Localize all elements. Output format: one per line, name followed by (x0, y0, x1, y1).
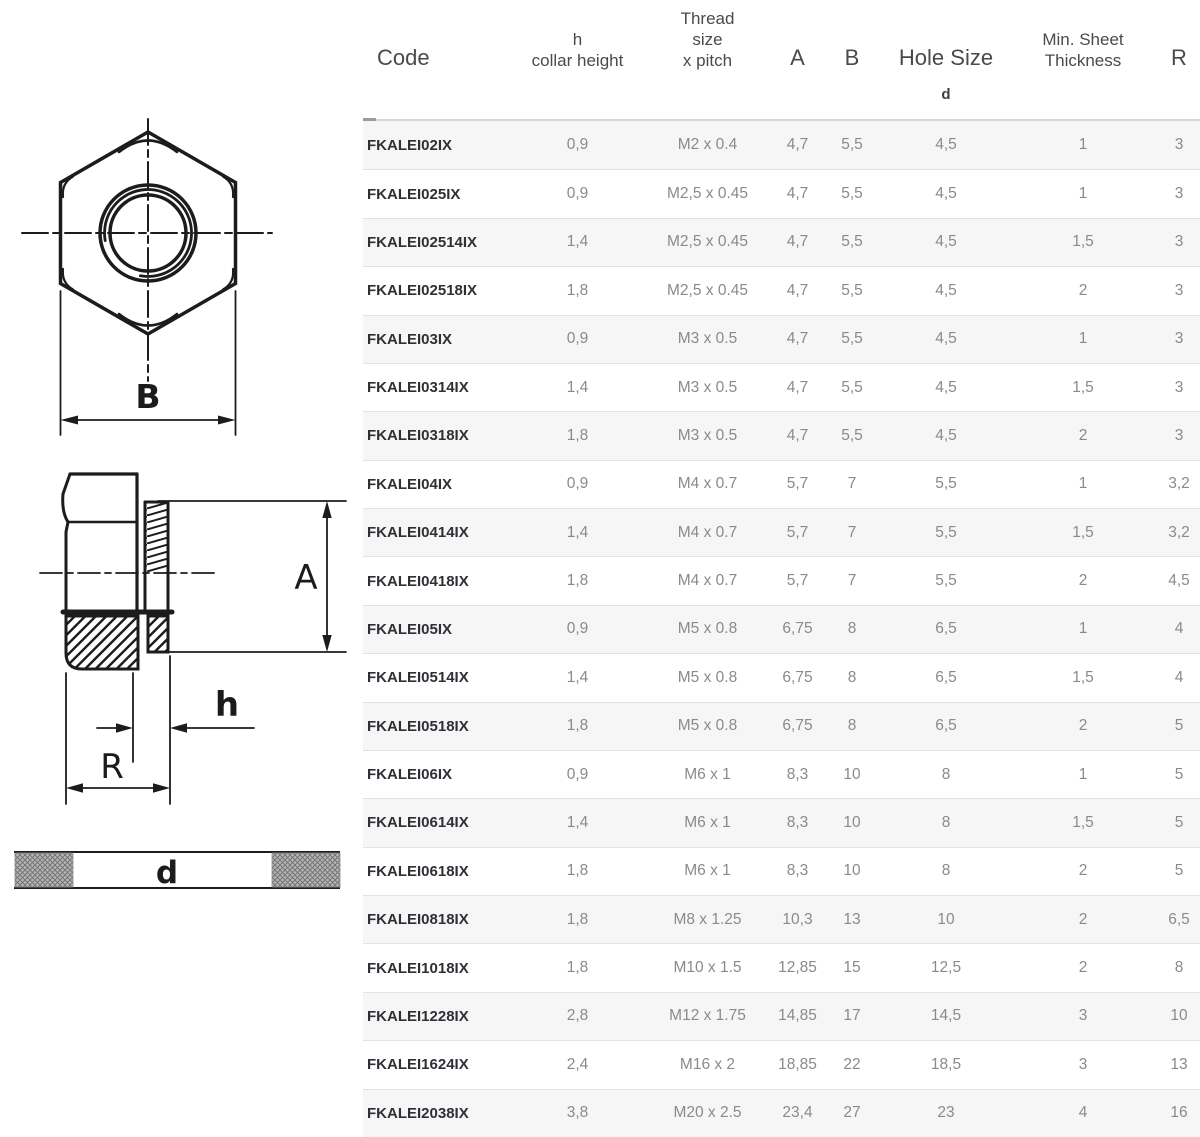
drawing-hex-top-view (0, 95, 360, 445)
cell-product-code: FKALEI1228IX (367, 1007, 469, 1025)
cell-thread-size: M2,5 x 0.45 (667, 233, 748, 251)
cell-a: 5,7 (786, 572, 809, 590)
cell-product-code: FKALEI025IX (367, 185, 461, 203)
cell-product-code: FKALEI05IX (367, 620, 453, 638)
cell-a: 14,85 (778, 1007, 817, 1025)
cell-thread-size: M16 x 2 (679, 1055, 736, 1073)
cell-r: 3 (1174, 426, 1184, 444)
cell-thread-size: M10 x 1.5 (673, 959, 742, 977)
cell-collar-height: 1,8 (566, 717, 589, 735)
cell-product-code: FKALEI02518IX (367, 282, 478, 300)
dimension-label-A: A (294, 558, 318, 598)
cell-collar-height: 1,8 (566, 862, 589, 880)
cell-thread-size: M5 x 0.8 (677, 620, 738, 638)
cell-min-sheet-thickness: 1 (1078, 330, 1088, 348)
table-row (363, 943, 1200, 991)
table-row (363, 1040, 1200, 1088)
cell-min-sheet-thickness: 2 (1078, 426, 1088, 444)
cell-a: 4,7 (786, 281, 809, 299)
cell-thread-size: M2,5 x 0.45 (667, 185, 748, 203)
dimension-label-d: d (155, 855, 179, 891)
cell-hole-size: 5,5 (935, 572, 957, 590)
cell-min-sheet-thickness: 1 (1078, 620, 1088, 638)
cell-collar-height: 0,9 (566, 185, 589, 203)
cell-hole-size: 5,5 (935, 523, 957, 541)
cell-r: 3 (1174, 378, 1184, 396)
cell-r: 3,2 (1168, 523, 1190, 541)
cell-a: 23,4 (782, 1104, 813, 1122)
cell-product-code: FKALEI04IX (367, 475, 453, 493)
cell-collar-height: 0,9 (566, 765, 589, 783)
table-row (363, 363, 1200, 411)
cell-thread-size: M5 x 0.8 (677, 668, 738, 686)
cell-product-code: FKALEI0414IX (367, 524, 469, 542)
cell-a: 5,7 (786, 475, 809, 493)
spec-table (363, 0, 1200, 1137)
drawing-section-view (0, 460, 360, 820)
cell-collar-height: 1,4 (566, 813, 589, 831)
subheader-hole-diameter-d: d (941, 86, 951, 103)
table-header (363, 0, 1200, 119)
cell-b: 15 (843, 959, 861, 977)
cell-hole-size: 4,5 (935, 330, 957, 348)
cell-b: 27 (843, 1104, 861, 1122)
cell-min-sheet-thickness: 1 (1078, 765, 1088, 783)
cell-a: 6,75 (782, 620, 813, 638)
cell-thread-size: M20 x 2.5 (673, 1104, 742, 1122)
cell-r: 3,2 (1168, 475, 1190, 493)
cell-thread-size: M6 x 1 (684, 813, 731, 831)
cell-min-sheet-thickness: 3 (1078, 1007, 1088, 1025)
cell-a: 6,75 (782, 717, 813, 735)
cell-b: 13 (843, 910, 861, 928)
cell-min-sheet-thickness: 2 (1078, 910, 1088, 928)
cell-thread-size: M12 x 1.75 (669, 1007, 746, 1025)
cell-product-code: FKALEI0518IX (367, 717, 469, 735)
table-body (363, 119, 1200, 1137)
column-header-b (820, 0, 884, 119)
cell-b: 5,5 (841, 281, 863, 299)
cell-thread-size: M4 x 0.7 (677, 523, 738, 541)
section-hatch-right (148, 616, 168, 652)
header-line: Hole Size (898, 45, 994, 70)
table-row (363, 460, 1200, 508)
cell-r: 3 (1174, 281, 1184, 299)
cell-r: 3 (1174, 330, 1184, 348)
cell-hole-size: 4,5 (935, 136, 957, 154)
cell-a: 8,3 (786, 765, 809, 783)
cell-thread-size: M6 x 1 (684, 765, 731, 783)
cell-collar-height: 0,9 (566, 620, 589, 638)
cell-product-code: FKALEI02IX (367, 136, 453, 154)
table-row (363, 411, 1200, 459)
header-line: h (572, 30, 583, 49)
cell-min-sheet-thickness: 4 (1078, 1104, 1088, 1122)
cell-collar-height: 2,4 (566, 1055, 589, 1073)
cell-b: 5,5 (841, 233, 863, 251)
table-row (363, 895, 1200, 943)
cell-hole-size: 10 (937, 910, 955, 928)
cell-product-code: FKALEI1624IX (367, 1056, 469, 1074)
cell-b: 7 (847, 475, 857, 493)
column-header-min-sheet-thickness (1008, 0, 1158, 119)
sheet-section-right (272, 853, 340, 887)
cell-a: 4,7 (786, 426, 809, 444)
drawing-sheet-strip (0, 845, 360, 907)
cell-a: 4,7 (786, 136, 809, 154)
table-row (363, 750, 1200, 798)
cell-collar-height: 3,8 (566, 1104, 589, 1122)
cell-collar-height: 1,8 (566, 959, 589, 977)
cell-hole-size: 4,5 (935, 426, 957, 444)
column-header-code (363, 0, 515, 119)
header-line: Thickness (1044, 51, 1122, 70)
cell-min-sheet-thickness: 1,5 (1072, 233, 1094, 251)
dimension-label-R: R (100, 747, 124, 787)
cell-r: 8 (1174, 959, 1184, 977)
section-hatch-left (66, 616, 138, 669)
cell-product-code: FKALEI0318IX (367, 427, 469, 445)
cell-product-code: FKALEI2038IX (367, 1104, 469, 1122)
cell-hole-size: 8 (941, 765, 951, 783)
table-row (363, 508, 1200, 556)
cell-collar-height: 1,8 (566, 281, 589, 299)
cell-hole-size: 6,5 (935, 668, 957, 686)
cell-r: 10 (1170, 1007, 1188, 1025)
cell-a: 18,85 (778, 1055, 817, 1073)
header-line: Code (377, 45, 430, 70)
cell-b: 17 (843, 1007, 861, 1025)
sheet-section-left (15, 853, 73, 887)
header-line: collar height (531, 51, 624, 70)
cell-collar-height: 0,9 (566, 136, 589, 154)
cell-thread-size: M2,5 x 0.45 (667, 281, 748, 299)
cell-a: 4,7 (786, 330, 809, 348)
cell-b: 5,5 (841, 378, 863, 396)
cell-collar-height: 1,4 (566, 523, 589, 541)
cell-r: 5 (1174, 717, 1184, 735)
cell-b: 8 (847, 717, 857, 735)
table-row (363, 1089, 1200, 1137)
cell-r: 4 (1174, 620, 1184, 638)
cell-a: 8,3 (786, 813, 809, 831)
cell-hole-size: 23 (937, 1104, 955, 1122)
cell-min-sheet-thickness: 1 (1078, 475, 1088, 493)
cell-a: 4,7 (786, 233, 809, 251)
cell-thread-size: M3 x 0.5 (677, 378, 738, 396)
cell-thread-size: M3 x 0.5 (677, 426, 738, 444)
cell-thread-size: M8 x 1.25 (673, 910, 742, 928)
cell-min-sheet-thickness: 1,5 (1072, 378, 1094, 396)
cell-min-sheet-thickness: 2 (1078, 281, 1088, 299)
cell-b: 8 (847, 668, 857, 686)
cell-min-sheet-thickness: 1 (1078, 185, 1088, 203)
cell-hole-size: 4,5 (935, 185, 957, 203)
cell-r: 3 (1174, 233, 1184, 251)
table-row (363, 605, 1200, 653)
table-row (363, 266, 1200, 314)
cell-product-code: FKALEI0818IX (367, 911, 469, 929)
cell-hole-size: 6,5 (935, 717, 957, 735)
cell-b: 7 (847, 523, 857, 541)
cell-product-code: FKALEI0618IX (367, 862, 469, 880)
cell-a: 6,75 (782, 668, 813, 686)
cell-thread-size: M6 x 1 (684, 862, 731, 880)
table-row (363, 798, 1200, 846)
cell-b: 5,5 (841, 136, 863, 154)
header-line: R (1171, 45, 1187, 70)
cell-thread-size: M2 x 0.4 (677, 136, 738, 154)
cell-b: 10 (843, 765, 861, 783)
cell-hole-size: 14,5 (930, 1007, 962, 1025)
cell-product-code: FKALEI06IX (367, 766, 453, 784)
cell-min-sheet-thickness: 1,5 (1072, 523, 1094, 541)
cell-b: 5,5 (841, 330, 863, 348)
cell-thread-size: M4 x 0.7 (677, 572, 738, 590)
header-line: B (844, 45, 860, 70)
cell-min-sheet-thickness: 1,5 (1072, 813, 1094, 831)
cell-hole-size: 4,5 (935, 378, 957, 396)
cell-collar-height: 2,8 (566, 1007, 589, 1025)
cell-hole-size: 6,5 (935, 620, 957, 638)
thread-hatch (147, 504, 168, 573)
cell-product-code: FKALEI02514IX (367, 233, 478, 251)
table-row (363, 992, 1200, 1040)
header-line: A (790, 45, 805, 70)
cell-min-sheet-thickness: 1 (1078, 136, 1088, 154)
cell-r: 5 (1174, 765, 1184, 783)
cell-collar-height: 1,8 (566, 572, 589, 590)
cell-product-code: FKALEI0514IX (367, 669, 469, 687)
cell-a: 8,3 (786, 862, 809, 880)
cell-collar-height: 1,4 (566, 378, 589, 396)
cell-collar-height: 1,4 (566, 668, 589, 686)
cell-b: 7 (847, 572, 857, 590)
cell-r: 4,5 (1168, 572, 1190, 590)
cell-product-code: FKALEI03IX (367, 330, 453, 348)
cell-min-sheet-thickness: 1,5 (1072, 668, 1094, 686)
column-header-collar-height (515, 0, 640, 119)
cell-collar-height: 1,4 (566, 233, 589, 251)
cell-collar-height: 0,9 (566, 330, 589, 348)
cell-min-sheet-thickness: 3 (1078, 1055, 1088, 1073)
dimension-label-h: h (214, 685, 240, 725)
cell-b: 5,5 (841, 426, 863, 444)
header-line: x pitch (682, 51, 733, 70)
dimension-label-B: B (135, 377, 161, 416)
cell-min-sheet-thickness: 2 (1078, 862, 1088, 880)
cell-b: 5,5 (841, 185, 863, 203)
cell-product-code: FKALEI0614IX (367, 814, 469, 832)
cell-r: 6,5 (1168, 910, 1190, 928)
cell-product-code: FKALEI1018IX (367, 959, 469, 977)
table-row (363, 847, 1200, 895)
table-row (363, 702, 1200, 750)
cell-min-sheet-thickness: 2 (1078, 959, 1088, 977)
cell-collar-height: 1,8 (566, 910, 589, 928)
cell-thread-size: M3 x 0.5 (677, 330, 738, 348)
cell-r: 16 (1170, 1104, 1188, 1122)
cell-product-code: FKALEI0418IX (367, 572, 469, 590)
column-header-a (775, 0, 820, 119)
cell-r: 3 (1174, 136, 1184, 154)
cell-collar-height: 0,9 (566, 475, 589, 493)
table-row (363, 169, 1200, 217)
cell-min-sheet-thickness: 2 (1078, 572, 1088, 590)
table-row (363, 315, 1200, 363)
table-row (363, 121, 1200, 169)
cell-a: 10,3 (782, 910, 813, 928)
cell-b: 10 (843, 862, 861, 880)
cell-r: 4 (1174, 668, 1184, 686)
cell-hole-size: 4,5 (935, 281, 957, 299)
cell-a: 4,7 (786, 378, 809, 396)
header-line: size (692, 30, 723, 49)
table-row (363, 556, 1200, 604)
column-header-thread-size (640, 0, 775, 119)
cell-a: 5,7 (786, 523, 809, 541)
table-row (363, 218, 1200, 266)
cell-r: 13 (1170, 1055, 1188, 1073)
cell-b: 22 (843, 1055, 861, 1073)
cell-hole-size: 5,5 (935, 475, 957, 493)
cell-b: 10 (843, 813, 861, 831)
header-line: Thread (680, 9, 735, 28)
cell-a: 4,7 (786, 185, 809, 203)
cell-r: 3 (1174, 185, 1184, 203)
cell-collar-height: 1,8 (566, 426, 589, 444)
cell-hole-size: 12,5 (930, 959, 962, 977)
header-line: Min. Sheet (1042, 30, 1124, 49)
cell-thread-size: M5 x 0.8 (677, 717, 738, 735)
cell-thread-size: M4 x 0.7 (677, 475, 738, 493)
cell-product-code: FKALEI0314IX (367, 379, 469, 397)
cell-r: 5 (1174, 862, 1184, 880)
cell-hole-size: 8 (941, 862, 951, 880)
cell-b: 8 (847, 620, 857, 638)
cell-hole-size: 8 (941, 813, 951, 831)
cell-r: 5 (1174, 813, 1184, 831)
column-header-r (1158, 0, 1200, 119)
cell-hole-size: 4,5 (935, 233, 957, 251)
cell-a: 12,85 (778, 959, 817, 977)
cell-hole-size: 18,5 (930, 1055, 962, 1073)
cell-min-sheet-thickness: 2 (1078, 717, 1088, 735)
table-row (363, 653, 1200, 701)
